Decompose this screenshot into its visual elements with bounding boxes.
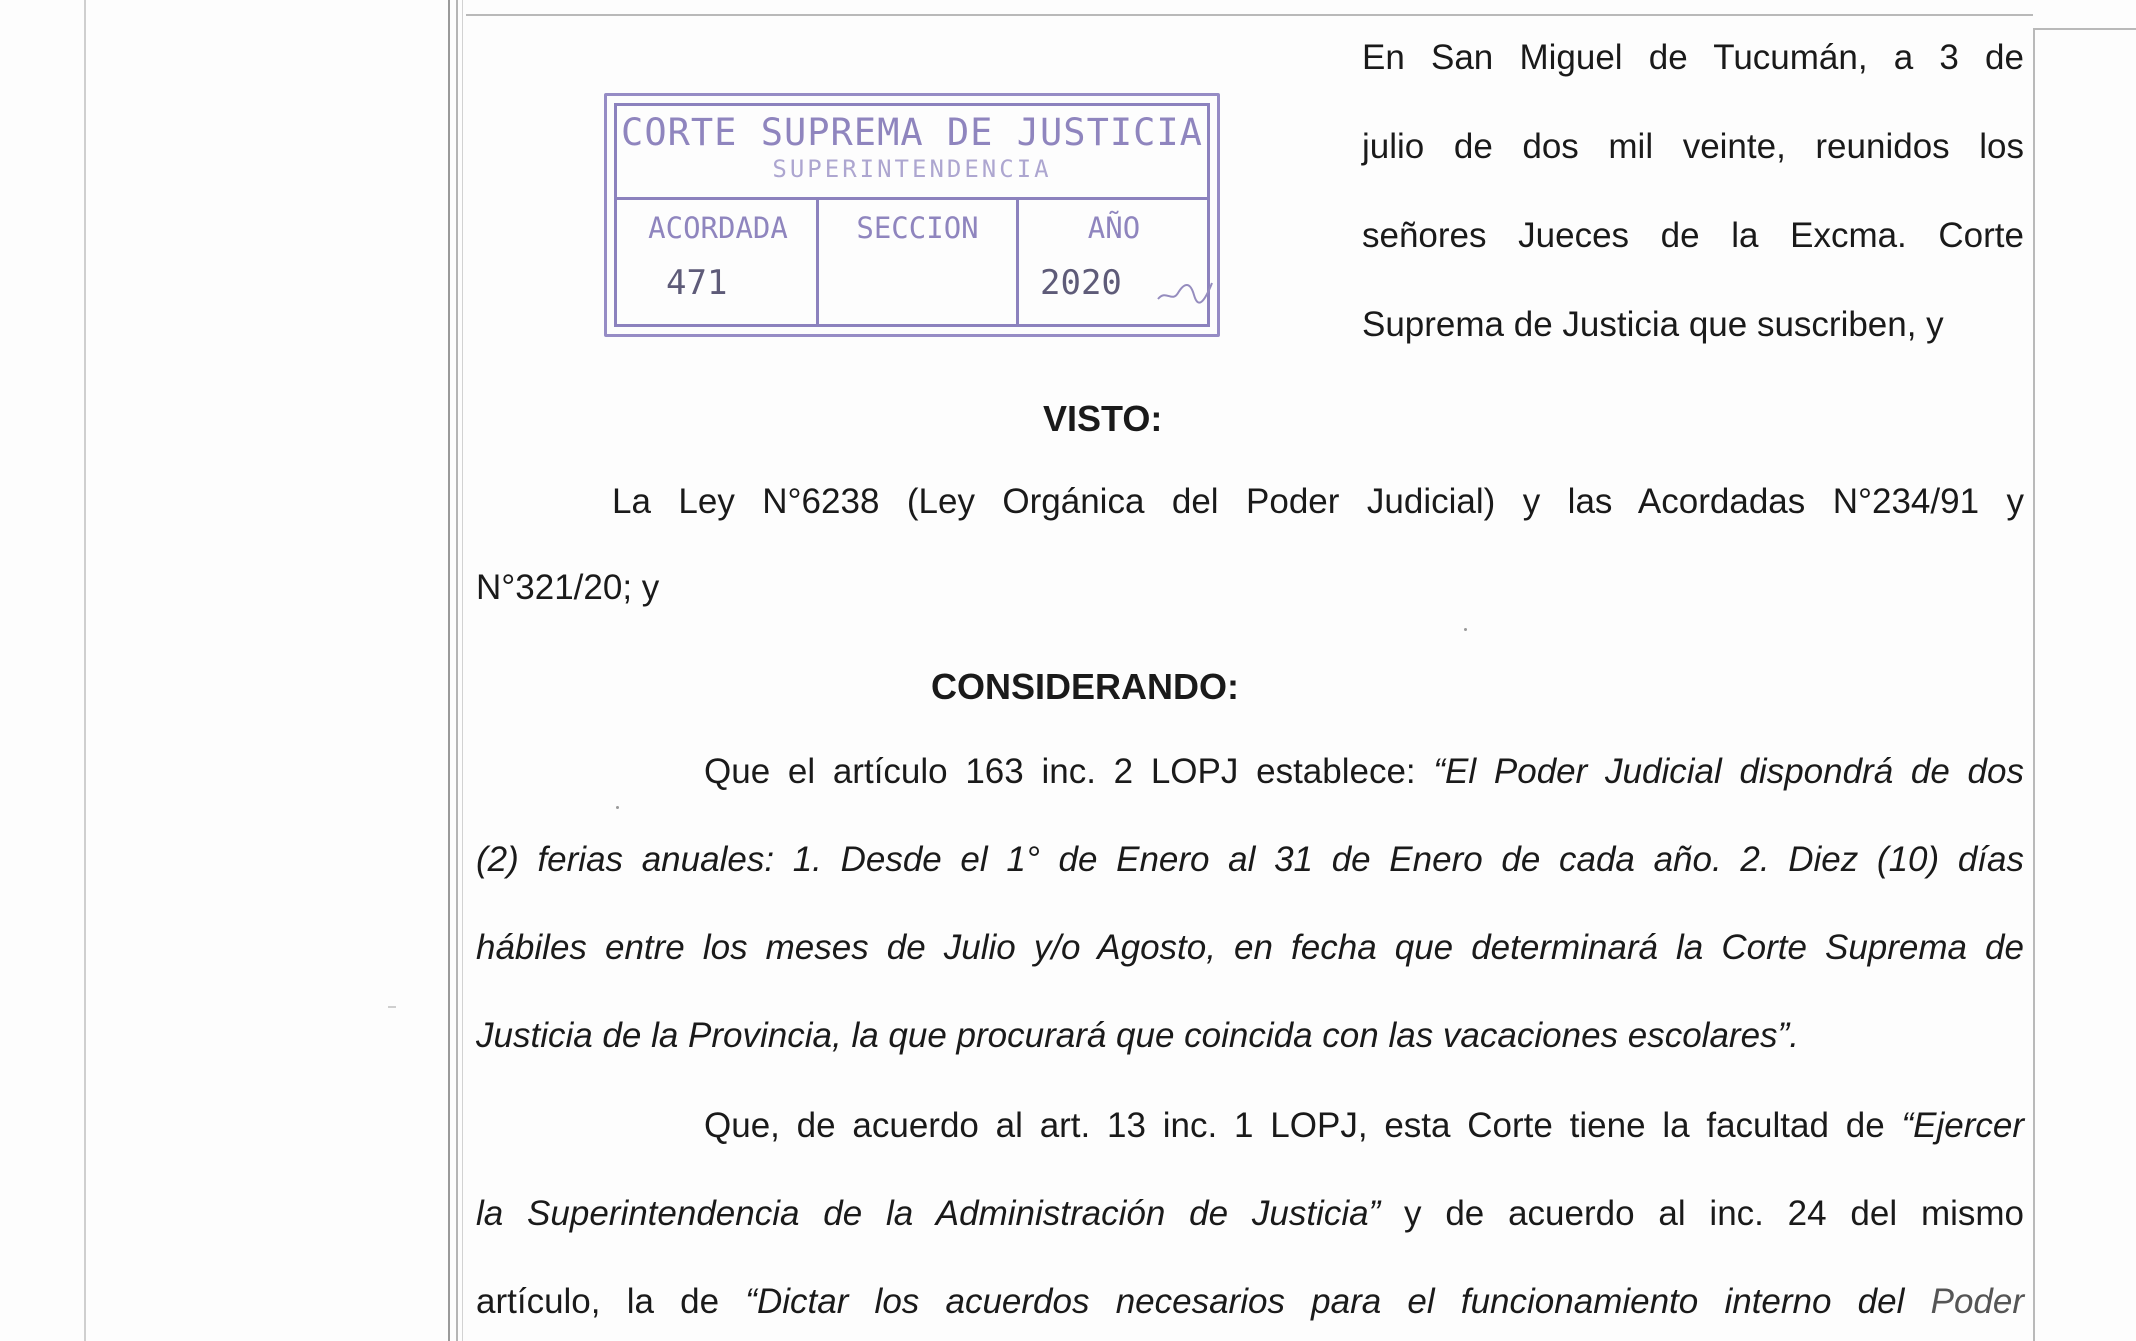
handwritten-mark-icon [1156,269,1216,309]
intro-line: julio de dos mil veinte, reunidos los [1362,127,2024,166]
considerando-p2-line [476,1194,2024,1234]
p2-quote: “Ejercer [1901,1106,2024,1145]
considerando-p1-line: (2) ferias anuales: 1. Desde el 1° de Enero al 31 de Enero de cada año. 2. Diez (10) días [476,840,2024,879]
considerando-p1-line [704,752,2024,792]
considerando-p1-line: hábiles entre los meses de Julio y/o Agosto, en fecha que determinará la Corte Suprema de [476,928,2024,967]
considerando-p1-line: Justicia de la Provincia, la que procurará que coincida con las vacaciones escolares”. [476,1016,1799,1055]
stamp-label-acordada: ACORDADA [648,211,788,245]
p2-text: artículo, la de [476,1282,746,1321]
heading-visto: VISTO: [1043,398,1163,439]
p2-lead: Que, de acuerdo al art. 13 inc. 1 LOPJ, esta Corte tiene la facultad de [704,1106,1902,1145]
stamp-title: CORTE SUPREMA DE JUSTICIA [621,111,1203,154]
margin-line [456,0,458,1341]
p1-quote: “El Poder Judicial dispondrá de dos [1433,752,2024,791]
p2-quote-tail: Poder [1904,1282,2024,1321]
heading-considerando: CONSIDERANDO: [931,666,1240,707]
right-border-line [2033,28,2035,1341]
stamp-divider [614,197,1210,200]
top-border-line [2035,28,2136,30]
visto-line: La Ley N°6238 (Ley Orgánica del Poder Judicial) y las Acordadas N°234/91 y [612,482,2024,521]
intro-line: señores Jueces de la Excma. Corte [1362,216,2024,255]
stamp-subtitle: SUPERINTENDENCIA [772,155,1052,183]
intro-line: En San Miguel de Tucumán, a 3 de [1362,38,2024,77]
p2-text: y de acuerdo al inc. 24 del mismo [1380,1194,2024,1233]
court-stamp [604,93,1220,337]
stamp-label-anio: AÑO [1087,211,1141,245]
margin-line [462,0,463,1341]
stamp-year: 2020 [1040,263,1122,303]
considerando-p2-line [476,1282,2024,1322]
p2-quote: “Dictar los acuerdos necesarios para el funcionamiento interno del [745,1282,1905,1321]
page-edge-line [84,0,86,1341]
scan-speck [616,806,619,809]
considerando-p2-line [704,1106,2024,1146]
p1-lead: Que el artículo 163 inc. 2 LOPJ establece: [704,752,1434,791]
p2-quote: la Superintendencia de la Administración de Justicia” [476,1194,1381,1233]
stamp-acordada-number: 471 [666,263,728,303]
scan-speck [388,1006,396,1008]
scan-speck [1464,628,1467,631]
visto-line: N°321/20; y [476,568,660,607]
margin-line [448,0,450,1341]
top-border-line [466,14,2033,16]
intro-line: Suprema de Justicia que suscriben, y [1362,305,1944,344]
stamp-label-seccion: SECCION [856,211,979,245]
